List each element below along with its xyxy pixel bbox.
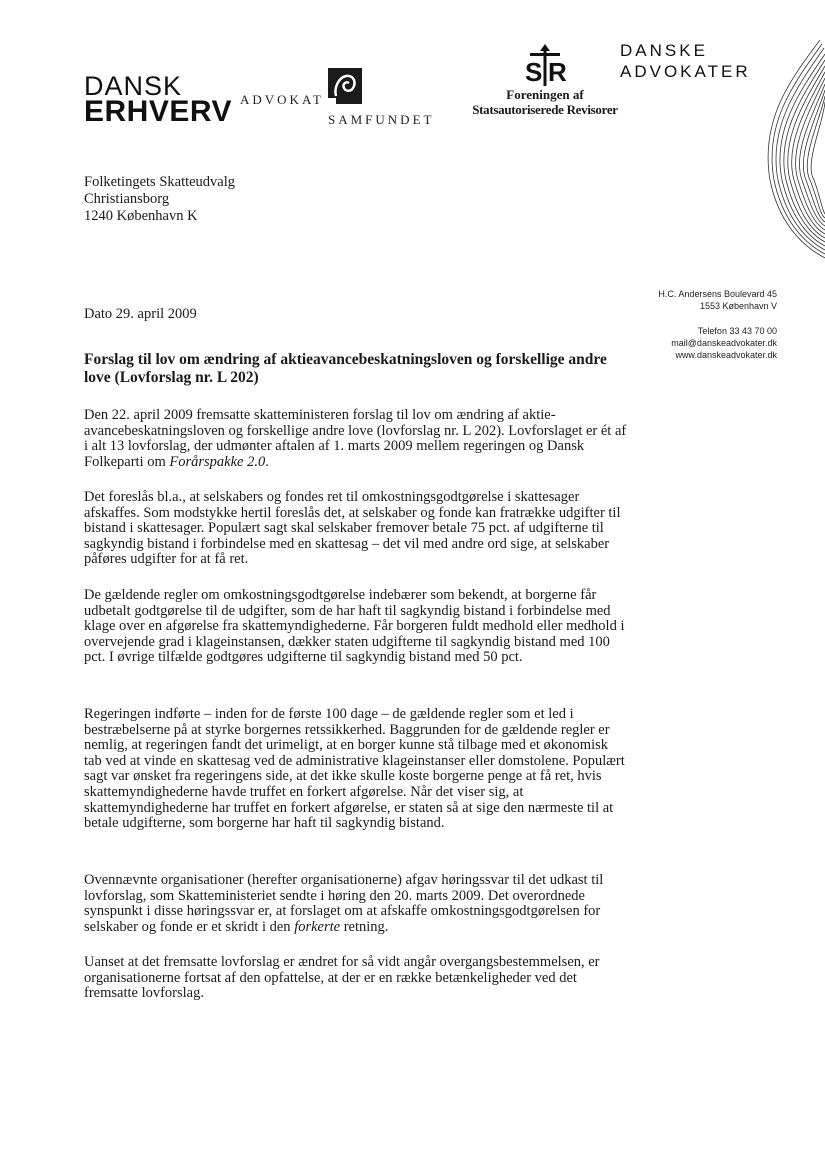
logo-danske-advokater: [620, 40, 825, 270]
svg-text:R: R: [548, 57, 567, 87]
paragraph-emphasis: forkerte: [294, 918, 341, 935]
recipient-line: Christiansborg: [84, 191, 170, 207]
advokatsamfundet-emblem-icon: [328, 66, 362, 106]
sender-phone: Telefon 33 43 70 00: [697, 326, 777, 336]
letter-date: Dato 29. april 2009: [84, 306, 197, 322]
logo-advokatsamfundet-line1: ADVOKAT: [240, 92, 324, 107]
body-paragraph: De gældende regler om omkostningsgodtgørelse indebærer som bekendt, at borgerne får udbetalt godtgørelse til de udgifter, som de har haft til sagkyndig bistand i forbindelse med klage over en afgørelse fra skattemyndighederne. Får borgeren fuldt medhold eller medhold i overvejende grad i klageinstansen, dækker staten udgifterne til sagkyndig bistand med 100 pct. I øvrige tilfælde godtgøres udgifterne til sagkyndig bistand med 50 pct.: [84, 587, 625, 666]
logo-advokatsamfundet: [240, 66, 450, 132]
sender-email[interactable]: mail@danskeadvokater.dk: [671, 338, 777, 348]
sender-street: H.C. Andersens Boulevard 45: [658, 289, 777, 299]
paragraph-text: Ovennævnte organisationer (herefter organisationerne) afgav høringssvar til det udkast til lovforslag, som Skatteministeriet sendte i høring den 20. marts 2009. Det overordnede synspunkt i disse høringssvar er, at forslaget om at afskaffe omkostningsgodtgørelsen for selskaber og fonde er et skridt i den: [84, 872, 604, 935]
paragraph-text: .: [265, 453, 269, 470]
svg-text:S: S: [525, 57, 543, 87]
logo-dansk-erhverv: [84, 71, 234, 128]
logo-danske-advokater-line1: DANSKE: [620, 41, 708, 60]
sender-contact: [658, 288, 777, 361]
logo-danske-advokater-line2: ADVOKATER: [620, 62, 751, 81]
paragraph-text: Den 22. april 2009 fremsatte skatteministeren forslag til lov om ændring af aktie-avancebeskatningsloven og forskellige andre love (lovforslag nr. L 202). Lovforslaget er ét af i alt 13 lovforslag, der udmønter aftalen af 1. marts 2009 mellem regeringen og Dansk Folkeparti om: [84, 407, 627, 470]
logo-fsr: [460, 44, 630, 130]
sender-city: 1553 København V: [699, 301, 777, 311]
body-paragraph: Det foreslås bl.a., at selskabers og fondes ret til omkostningsgodtgørelse i skattesager afskaffes. Som modstykke hertil foreslås det, at selskaber og fonde kan fratrække udgifter til bistand i skattesager. Populært sagt skal selskaber fremover betale 75 pct. af udgifterne til sagkyndig bistand i forbindelse med en skattesag – det vil med andre ord sige, at selskaber påføres udgifter for at få ret.: [84, 489, 621, 568]
body-paragraph: [84, 408, 629, 470]
body-paragraph: [84, 873, 629, 935]
logo-fsr-line2: Statsautoriserede Revisorer: [472, 102, 618, 117]
body-paragraph: Regeringen indførte – inden for de første 100 dage – de gældende regler som et led i bestræbelserne på at styrke borgernes retssikkerhed. Baggrunden for de gældende regler er nemlig, at regeringen fandt det urimeligt, at en borger kunne stå tilbage med et økonomisk tab ved at vinde en skattesag ved de administrative klageinstanser eller domstolene. Populært sagt var ønsket fra regeringens side, at det ikke skulle koste borgerne penge at få ret, hvis skattemyndighederne havde truffet en forkert afgørelse. Når det viser sig, at skattemyndighederne har truffet en forkert afgørelse, er staten så at sige den nærmeste til at betale udgifterne, som borgerne har haft til sagkyndig bistand.: [84, 706, 625, 832]
letter-subject: Forslag til lov om ændring af aktieavancebeskatningsloven og forskellige andre love (Lovforslag nr. L 202): [84, 351, 607, 386]
logo-dansk-erhverv-line2: ERHVERV: [84, 95, 232, 128]
paragraph-text: retning.: [340, 918, 389, 935]
recipient-address: [84, 174, 235, 225]
body-paragraph: Uanset at det fremsatte lovforslag er ændret for så vidt angår overgangsbestemmelsen, er organisationerne fortsat af den opfattelse, at der er en række betænkeligheder ved det fremsatte lovforslag.: [84, 954, 600, 1002]
logo-dansk-erhverv-line1: DANSK: [84, 71, 183, 101]
logo-fsr-line1: Foreningen af: [506, 87, 584, 102]
recipient-line: 1240 København K: [84, 208, 198, 224]
sender-web[interactable]: www.danskeadvokater.dk: [675, 350, 777, 360]
recipient-line: Folketingets Skatteudvalg: [84, 174, 236, 190]
danske-advokater-swoosh-icon: [690, 40, 825, 270]
paragraph-emphasis: Forårspakke 2.0: [169, 453, 266, 470]
logo-advokatsamfundet-line2: SAMFUNDET: [328, 112, 435, 127]
fsr-emblem-icon: [522, 44, 568, 88]
